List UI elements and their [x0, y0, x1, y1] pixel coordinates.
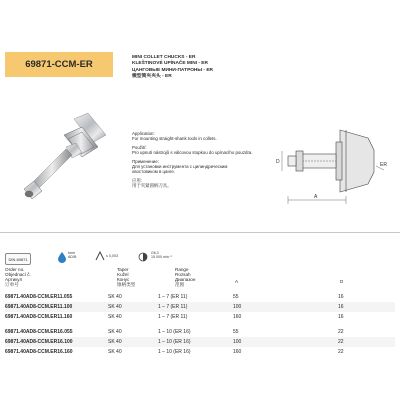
application-text: [132, 131, 274, 189]
technical-drawing: [272, 120, 392, 210]
cell-a: 55: [233, 329, 239, 335]
cell-taper: SK 40: [108, 329, 122, 335]
application-text-ru-1: Для установки инструмента с цилиндрическим: [132, 164, 228, 170]
cell-order: 69871.40AD8-CCM.ER16.055: [5, 329, 73, 335]
balance-icon: [138, 252, 148, 262]
application-heading-ru: Применение:: [132, 158, 159, 164]
product-title-block: [132, 55, 213, 81]
cell-d: 22: [338, 349, 344, 355]
cell-range: 1 – 7 (ER 11): [158, 314, 188, 320]
coolant-drop-icon: [57, 251, 67, 263]
application-heading-zh: 应用:: [132, 177, 143, 183]
cell-taper: SK 40: [108, 304, 122, 310]
cell-taper: SK 40: [108, 314, 122, 320]
application-heading-cs: Použití:: [132, 144, 147, 150]
cell-order: 69871.40AD8-CCM.ER16.100: [5, 339, 73, 345]
din-standard-badge: [5, 253, 31, 265]
product-photo: [2, 105, 127, 223]
cell-taper: SK 40: [108, 349, 122, 355]
title-line-cs: KLEŠTINOVÉ UPÍNAČE MINI - ER: [132, 61, 208, 67]
table-row: [5, 327, 395, 337]
table-header: [5, 267, 395, 293]
application-text-cs: Pro upnutí nástrojů s válcovou stopkou do upínacího pouzdra.: [132, 150, 253, 156]
drawing-label-a: A: [314, 194, 318, 200]
cell-a: 100: [233, 339, 242, 345]
table-row: [5, 312, 395, 322]
cell-d: 16: [338, 294, 344, 300]
cell-range: 1 – 10 (ER 16): [158, 339, 191, 345]
table-row: [5, 292, 395, 302]
cell-range: 1 – 7 (ER 11): [158, 294, 188, 300]
cell-order: 69871.40AD8-CCM.ER11.055: [5, 294, 73, 300]
cell-order: 69871.40AD8-CCM.ER11.100: [5, 304, 73, 310]
cell-order: 69871.40AD8-CCM.ER16.160: [5, 349, 73, 355]
title-line-ru: ЦАНГОВЫЕ МИНИ-ПАТРОНЫ - ER: [132, 67, 214, 73]
balance-label: [151, 251, 172, 259]
balance-label-1: G6,3: [151, 251, 159, 255]
header-d: D: [340, 279, 344, 284]
runout-icon: [95, 251, 105, 261]
cell-d: 16: [338, 314, 344, 320]
coolant-label: [68, 251, 76, 259]
header-range: Range Rozsah Диапазон 范围: [175, 267, 196, 287]
product-code: 69871-CCM-ER: [25, 59, 93, 70]
section-divider: [0, 232, 400, 233]
header-taper: Taper Kužel Конус 锥柄类型: [117, 267, 136, 287]
title-line-en: MINI COLLET CHUCKS - ER: [132, 55, 196, 60]
cell-a: 100: [233, 304, 242, 310]
coolant-label-2: AD/B: [68, 255, 77, 259]
cell-range: 1 – 7 (ER 11): [158, 304, 188, 310]
application-text-ru-2: хвостовиком в цанге.: [132, 169, 176, 175]
table-row: [5, 337, 395, 347]
product-code-box: [5, 52, 113, 77]
din-standard-label: DIN 69871: [8, 256, 28, 262]
cell-a: 55: [233, 294, 239, 300]
cell-d: 22: [338, 329, 344, 335]
cell-d: 16: [338, 304, 344, 310]
cell-a: 160: [233, 314, 242, 320]
header-order: Order no. Objednací č. Артикул 订单号: [5, 267, 31, 287]
cell-a: 160: [233, 349, 242, 355]
runout-label: ≤ 0,003: [106, 254, 118, 258]
table-row: [5, 302, 395, 312]
cell-range: 1 – 10 (ER 16): [158, 349, 191, 355]
table-row: [5, 347, 395, 357]
application-text-zh: 用于夹紧圆柄刀具。: [132, 183, 172, 189]
coolant-label-1: form: [68, 251, 76, 255]
cell-range: 1 – 10 (ER 16): [158, 329, 191, 335]
application-heading-en: Application:: [132, 131, 155, 136]
application-text-en: For mounting straight-shank tools in collets.: [132, 136, 217, 142]
cell-taper: SK 40: [108, 339, 122, 345]
cell-taper: SK 40: [108, 294, 122, 300]
cell-order: 69871.40AD8-CCM.ER11.160: [5, 314, 73, 320]
header-a: A: [235, 279, 239, 284]
cell-d: 22: [338, 339, 344, 345]
drawing-label-d: D: [276, 159, 280, 165]
drawing-label-er: ER: [380, 162, 387, 168]
balance-label-2: 15 000 min⁻¹: [151, 255, 172, 259]
title-line-zh: 微型筒夹夹头 - ER: [132, 74, 172, 80]
